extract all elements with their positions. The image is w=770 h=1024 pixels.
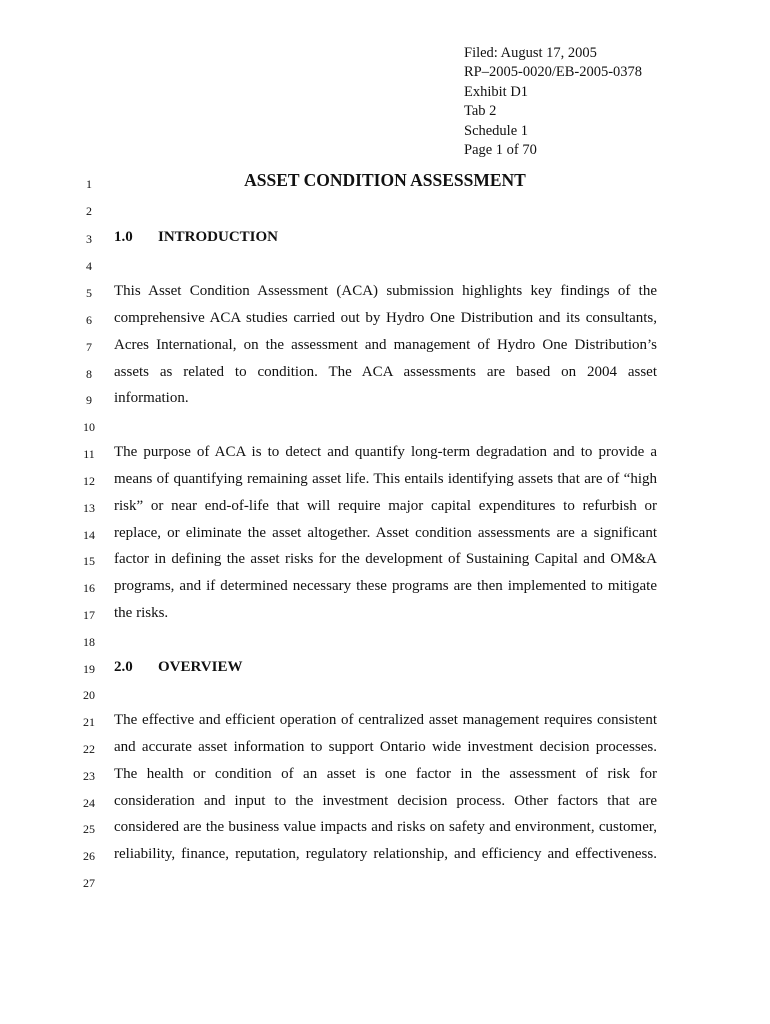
line-number: 7 (86, 340, 92, 354)
section-heading (114, 227, 278, 247)
document-line (0, 708, 770, 735)
document-line (0, 762, 770, 789)
body-text: information. (114, 390, 189, 406)
line-number: 25 (83, 822, 95, 836)
body-text: consideration and input to the investment decision process. Other factors that are (114, 793, 657, 809)
body-text: comprehensive ACA studies carried out by Hydro One Distribution and its consultants, (114, 310, 657, 326)
section-heading (114, 657, 243, 677)
body-text: Acres International, on the assessment and management of Hydro One Distribution’s (114, 337, 657, 353)
schedule-label: Schedule 1 (464, 122, 529, 139)
document-line (0, 170, 770, 197)
filed-date: Filed: August 17, 2005 (464, 45, 597, 61)
document-line (0, 521, 770, 548)
body-text: assets as related to condition. The ACA assessments are based on 2004 asset (114, 364, 657, 380)
docket-number: RP–2005-0020/EB-2005-0378 (464, 64, 643, 81)
document-line (0, 440, 770, 467)
body-text: This Asset Condition Assessment (ACA) submission highlights key findings of the (114, 283, 657, 299)
line-number: 20 (83, 688, 95, 702)
filing-header (464, 44, 642, 160)
line-number: 23 (83, 769, 95, 783)
body-text: The purpose of ACA is to detect and quantify long-term degradation and to provide a (114, 444, 657, 460)
line-number: 13 (83, 501, 95, 515)
document-line (0, 789, 770, 816)
line-number: 21 (83, 715, 95, 729)
document-line (0, 197, 770, 224)
line-number: 17 (83, 608, 95, 622)
line-number: 10 (83, 420, 95, 434)
body-text: considered are the business value impacts and risks on safety and environment, customer, (114, 819, 657, 835)
document-line (0, 842, 770, 869)
document-line (0, 279, 770, 306)
line-number: 27 (83, 876, 95, 890)
section-title: INTRODUCTION (158, 229, 279, 245)
document-line (0, 225, 770, 252)
line-number: 8 (86, 367, 92, 381)
line-number: 12 (83, 474, 95, 488)
body-text: reliability, finance, reputation, regulatory relationship, and efficiency and effectiveness. (114, 846, 657, 862)
body-text: replace, or eliminate the asset altogether. Asset condition assessments are a significant (114, 525, 657, 541)
body-text: factor in defining the asset risks for the development of Sustaining Capital and OM&A (114, 551, 657, 567)
document-line (0, 735, 770, 762)
body-text: risk” or near end-of-life that will require major capital expenditures to refurbish or (114, 498, 657, 514)
document-line (0, 467, 770, 494)
section-title: OVERVIEW (158, 659, 243, 675)
body-text: programs, and if determined necessary these programs are then implemented to mitigate (114, 578, 657, 594)
document-line (0, 574, 770, 601)
section-number: 1.0 (114, 229, 133, 245)
section-number: 2.0 (114, 659, 133, 675)
line-number: 19 (83, 662, 95, 676)
line-number: 24 (83, 796, 95, 810)
document-line (0, 869, 770, 896)
body-text: The effective and efficient operation of centralized asset management requires consistent (114, 712, 657, 728)
page-count: Page 1 of 70 (464, 142, 537, 159)
line-number: 6 (86, 313, 92, 327)
body-text: and accurate asset information to support Ontario wide investment decision processes. (114, 739, 657, 755)
document-line (0, 333, 770, 360)
document-line (0, 655, 770, 682)
line-number: 22 (83, 742, 95, 756)
document-line (0, 681, 770, 708)
document-line (0, 815, 770, 842)
line-number: 2 (86, 204, 92, 218)
line-number: 5 (86, 286, 92, 300)
document-line (0, 547, 770, 574)
document-line (0, 360, 770, 387)
body-text: means of quantifying remaining asset life. This entails identifying assets that are of “high (114, 471, 657, 487)
document-title: ASSET CONDITION ASSESSMENT (244, 170, 526, 190)
line-number: 4 (86, 259, 92, 273)
line-number: 16 (83, 581, 95, 595)
document-line (0, 306, 770, 333)
body-text: The health or condition of an asset is one factor in the assessment of risk for (114, 766, 657, 782)
line-number: 15 (83, 554, 95, 568)
document-line (0, 386, 770, 413)
document-line (0, 494, 770, 521)
document-line (0, 628, 770, 655)
line-number: 14 (83, 528, 95, 542)
document-line (0, 413, 770, 440)
line-number: 11 (83, 447, 95, 461)
line-number: 9 (86, 393, 92, 407)
line-number: 3 (86, 232, 92, 246)
document-line (0, 601, 770, 628)
body-text: the risks. (114, 605, 169, 621)
line-number: 18 (83, 635, 95, 649)
document-line (0, 252, 770, 279)
exhibit-label: Exhibit D1 (464, 83, 529, 100)
line-number: 26 (83, 849, 95, 863)
tab-label: Tab 2 (464, 103, 497, 120)
line-number: 1 (86, 177, 92, 191)
